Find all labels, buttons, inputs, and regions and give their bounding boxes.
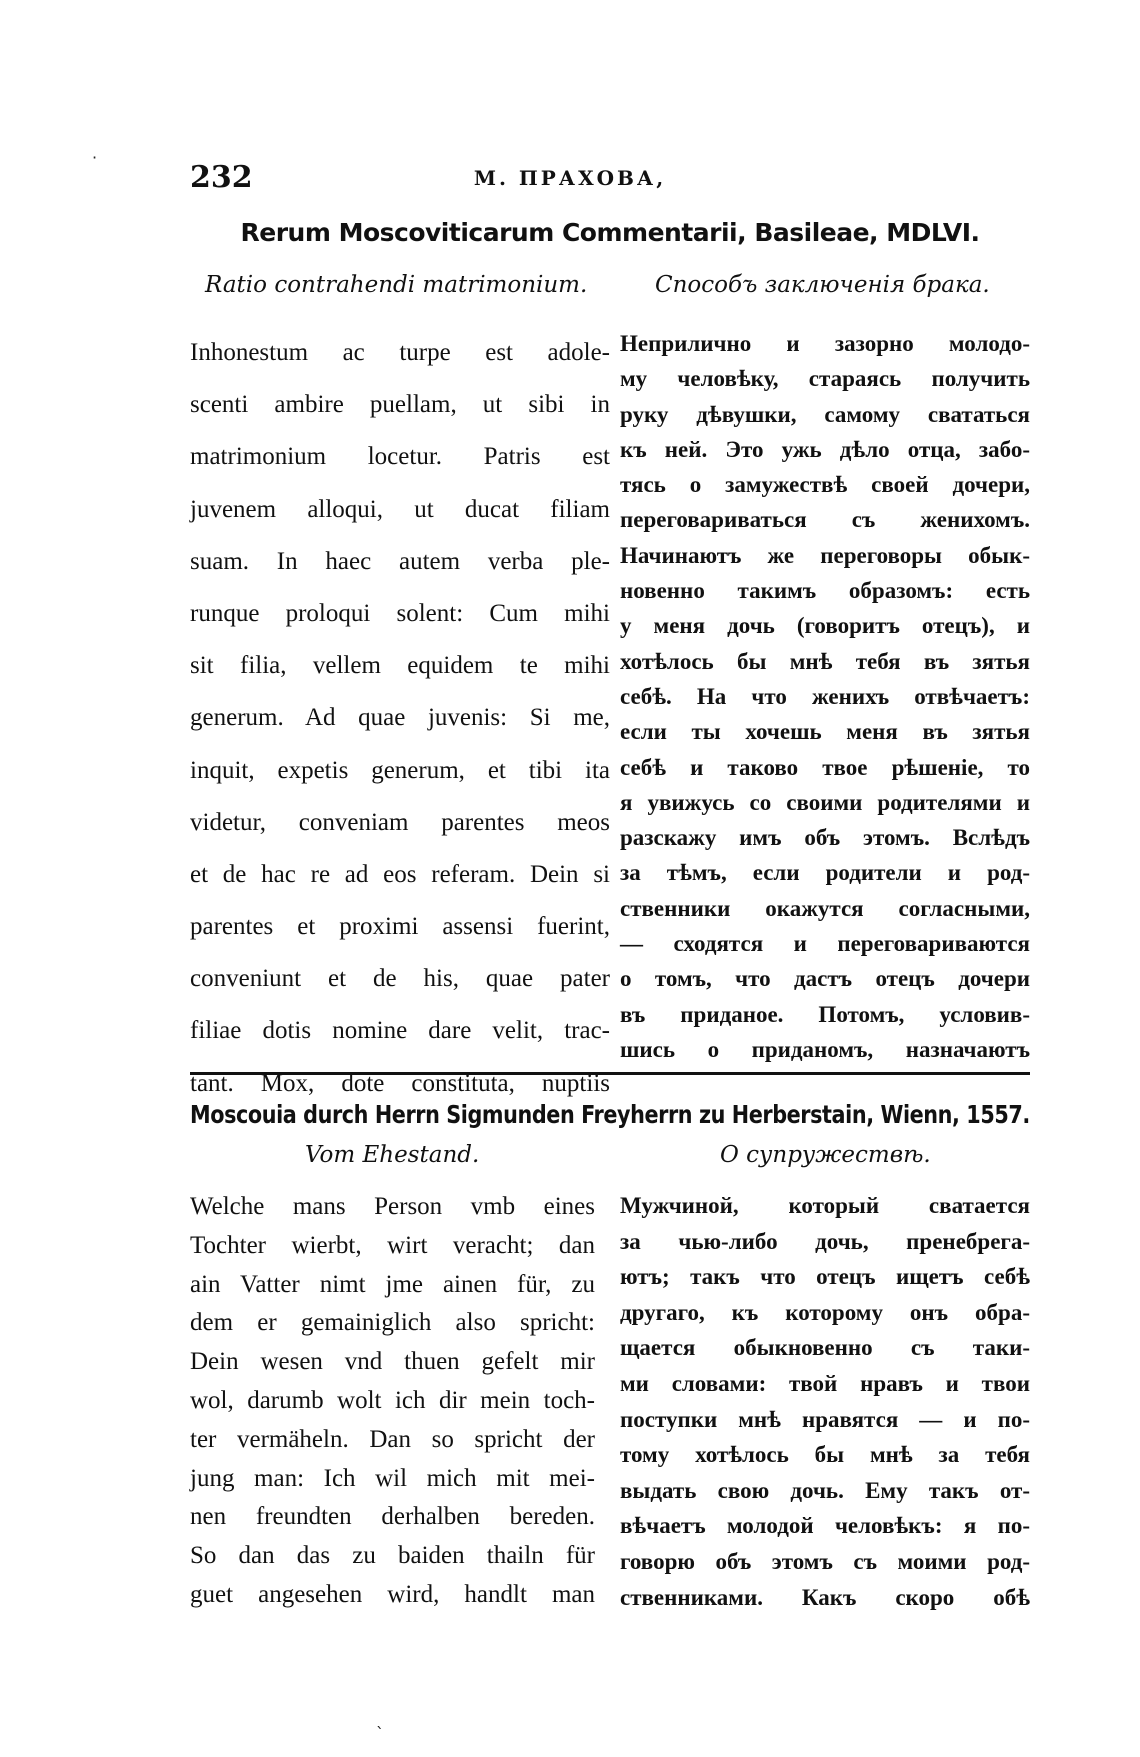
source-title-2: Moscouia durch Herrn Sigmunden Freyherrn zu Herberstain, Wienn, 1557. xyxy=(190,1100,1030,1129)
text-line: ютъ; такъ что отецъ ищетъ себѣ xyxy=(620,1264,1030,1290)
text-line: другаго, къ которому онъ обра- xyxy=(620,1299,1030,1325)
russian-column-1 xyxy=(620,326,1030,1067)
text-line: Welche mans Person vmb eines xyxy=(190,1193,595,1220)
text-line: So dan das zu baiden thailn für xyxy=(190,1542,595,1570)
text-line: generum. Ad quae juvenis: Si me, xyxy=(190,704,610,732)
text-line: въ приданое. Потомъ, условив- xyxy=(620,1001,1030,1027)
text-line: вѣчаетъ молодой человѣкъ: я по- xyxy=(620,1513,1030,1539)
text-line: руку дѣвушки, самому свататься xyxy=(620,401,1030,427)
running-head: М. ПРАХОВА, xyxy=(473,166,667,190)
latin-column xyxy=(190,327,610,1110)
source-title-1: Rerum Moscoviticarum Commentarii, Basileae, MDLVI. xyxy=(240,218,980,247)
text-line: suam. In haec autem verba ple- xyxy=(190,547,610,575)
text-line: тому хотѣлось бы мнѣ за тебя xyxy=(620,1442,1030,1468)
text-line: себѣ. На что женихъ отвѣчаетъ: xyxy=(620,683,1030,709)
text-line: wol, darumb wolt ich dir mein toch- xyxy=(190,1386,595,1414)
stray-mark: · xyxy=(92,148,98,167)
text-line: Tochter wierbt, wirt veracht; dan xyxy=(190,1231,595,1259)
text-line: Неприлично и зазорно молодо- xyxy=(620,331,1030,356)
text-line: у меня дочь (говоритъ отецъ), и xyxy=(620,613,1030,639)
text-line: му человѣку, стараясь получить xyxy=(620,366,1030,392)
text-line: nen freundten derhalben bereden. xyxy=(190,1503,595,1531)
text-line: разскажу имъ объ этомъ. Вслѣдъ xyxy=(620,825,1030,851)
text-line: Начинаютъ же переговоры обык- xyxy=(620,542,1030,568)
text-line: ain Vatter nimt jme ainen für, zu xyxy=(190,1270,595,1298)
text-line: щается обыкновенно съ таки- xyxy=(620,1335,1030,1361)
text-line: scenti ambire puellam, ut sibi in xyxy=(190,391,610,419)
text-line: Inhonestum ac turpe est adole- xyxy=(190,339,610,366)
text-line: себѣ и таково твое рѣшеніе, то xyxy=(620,754,1030,780)
text-line: ственниками. Какъ скоро обѣ xyxy=(620,1584,1030,1610)
russian-heading-2: О супружествѣ. xyxy=(720,1142,931,1168)
text-line: ter vermäheln. Dan so spricht der xyxy=(190,1425,595,1453)
section-divider xyxy=(190,1072,1030,1075)
text-line: inquit, expetis generum, et tibi ita xyxy=(190,756,610,784)
russian-column-2 xyxy=(620,1188,1030,1615)
text-line: ственники окажутся согласными, xyxy=(620,895,1030,921)
text-line: tant. Mox, dote constituta, nuptiis xyxy=(190,1069,610,1097)
russian-heading-1: Способъ заключенія брака. xyxy=(655,272,990,298)
page-number: 232 xyxy=(190,160,253,195)
text-line: говорю объ этомъ съ моими род- xyxy=(620,1548,1030,1574)
text-line: за чью-либо дочь, пренебрега- xyxy=(620,1228,1030,1254)
text-line: я увижусь со своими родителями и xyxy=(620,789,1030,815)
latin-heading: Ratio contrahendi matrimonium. xyxy=(205,272,588,298)
text-line: если ты хочешь меня въ зятья xyxy=(620,719,1030,745)
stray-mark: ˎ xyxy=(376,1710,384,1729)
text-line: — сходятся и переговариваются xyxy=(620,931,1030,957)
text-line: sit filia, vellem equidem te mihi xyxy=(190,652,610,680)
text-line: хотѣлось бы мнѣ тебя въ зятья xyxy=(620,648,1030,674)
text-line: Мужчиной, который сватается xyxy=(620,1193,1030,1218)
text-line: runque proloqui solent: Cum mihi xyxy=(190,599,610,627)
text-line: переговариваться съ женихомъ. xyxy=(620,507,1030,533)
text-line: dem er gemainiglich also spricht: xyxy=(190,1309,595,1337)
text-line: conveniunt et de his, quae pater xyxy=(190,965,610,993)
text-line: jung man: Ich wil mich mit mei- xyxy=(190,1464,595,1492)
text-line: Dein wesen vnd thuen gefelt mir xyxy=(190,1348,595,1376)
text-line: за тѣмъ, если родители и род- xyxy=(620,860,1030,886)
text-line: filiae dotis nomine dare velit, trac- xyxy=(190,1017,610,1045)
text-line: выдать свою дочь. Ему такъ от- xyxy=(620,1477,1030,1503)
text-line: поступки мнѣ нравятся — и по- xyxy=(620,1406,1030,1432)
text-line: guet angesehen wird, handlt man xyxy=(190,1580,595,1608)
text-line: новенно такимъ образомъ: есть xyxy=(620,578,1030,604)
text-line: ми словами: твой нравъ и твои xyxy=(620,1370,1030,1396)
text-line: тясь о замужествѣ своей дочери, xyxy=(620,472,1030,498)
german-column xyxy=(190,1188,595,1615)
text-line: шись о приданомъ, назначаютъ xyxy=(620,1036,1030,1062)
german-heading: Vom Ehestand. xyxy=(305,1142,480,1168)
text-line: et de hac re ad eos referam. Dein si xyxy=(190,860,610,888)
text-line: parentes et proximi assensi fuerint, xyxy=(190,913,610,941)
text-line: о томъ, что дастъ отецъ дочери xyxy=(620,966,1030,992)
text-line: videtur, conveniam parentes meos xyxy=(190,808,610,836)
text-line: matrimonium locetur. Patris est xyxy=(190,443,610,471)
text-line: къ ней. Это ужь дѣло отца, забо- xyxy=(620,436,1030,462)
text-line: juvenem alloqui, ut ducat filiam xyxy=(190,495,610,523)
